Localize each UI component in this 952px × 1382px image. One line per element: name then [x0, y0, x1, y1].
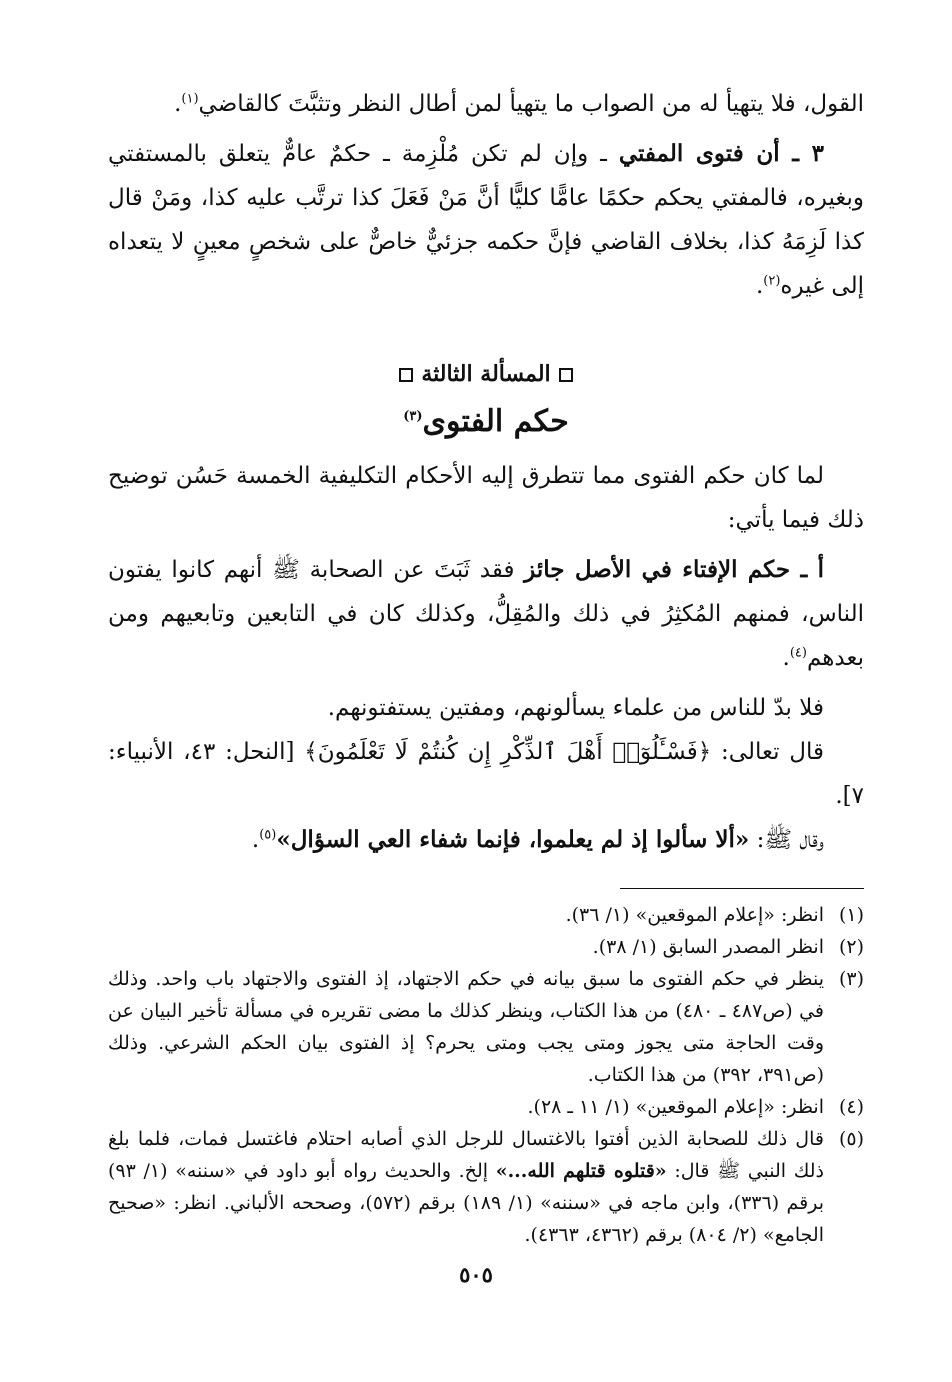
point-a-heading: أ ـ حكم الإفتاء في الأصل جائز	[524, 556, 824, 583]
paragraph-7: وقال ﷺ: «ألا سألوا إذ لم يعلموا، فإنما شفاء العي السؤال»$^{(٥)}$.	[251, 826, 824, 853]
paragraph-1: القول، فلا يتهيأ له من الصواب ما يتهيأ لمن أطال النظر وتثبَّتَ كالقاضي$^{(١)}$.	[174, 91, 864, 117]
section-label: المسألة الثالثة	[108, 354, 864, 394]
footnote-ref-3[interactable]: (٣)	[403, 409, 423, 424]
hadith-quote: «ألا سألوا إذ لم يعلموا، فإنما شفاء العي السؤال»	[276, 826, 750, 853]
paragraph-4: أ ـ حكم الإفتاء في الأصل جائز فقد ثَبَتَ عن الصحابة ﷺ أنهم كانوا يفتون الناس، فمنهم المُكثِرُ في ذلك والمُقِلُّ، وكذلك كان في التابعين وتابعيهم ومن بعدهم$^{(٤)}$.	[108, 556, 864, 671]
footnote-4: (٤) انظر: «إعلام الموقعين» (١/ ١١ ـ ٢٨).	[527, 1096, 864, 1118]
paragraph-3: لما كان حكم الفتوى مما تتطرق إليه الأحكام التكليفية الخمسة حَسُن توضيح ذلك فيما يأتي:	[108, 463, 864, 533]
footnote-divider	[620, 888, 864, 889]
footnote-2: (٢) انظر المصدر السابق (١/ ٣٨).	[592, 936, 864, 958]
page-title: حكم الفتوى$^{(٣)}$	[403, 404, 569, 439]
page-number: ٥٠٥	[459, 1262, 493, 1287]
paragraph-6: قال تعالى: ﴿فَسْـَٔلُوٓا۟ أَهْلَ ٱلذِّكْرِ إِن كُنتُمْ لَا تَعْلَمُونَ﴾ [النحل: ٤٣، الأنبياء: ٧].	[108, 739, 864, 809]
paragraph-2: ٣ ـ أن فتوى المفتي ـ وإن لم تكن مُلْزِمة ـ حكمٌ عامٌّ يتعلق بالمستفتي وبغيره، فالمفتي يحكم حكمًا عامًّا كليًّا أنَّ مَنْ فَعَلَ كذا ترتَّب عليه كذا، ومَنْ قال كذا لَزِمَهُ كذا، بخلاف القاضي فإنَّ حكمه جزئيٌّ خاصٌّ على شخصٍ معينٍ لا يتعداه إلى غيره$^{(٢)}$.	[108, 140, 864, 299]
page-content	[108, 82, 864, 1251]
footnote-1: (١) انظر: «إعلام الموقعين» (١/ ٣٦).	[565, 904, 864, 926]
footnote-ref-5[interactable]: (٥)	[259, 827, 277, 843]
footnote-ref-2[interactable]: (٢)	[763, 273, 781, 289]
footnote-ref-4[interactable]: (٤)	[789, 645, 807, 661]
square-ornament-icon	[559, 368, 573, 382]
footnotes	[108, 899, 864, 1251]
square-ornament-icon	[399, 368, 413, 382]
footnote-5: (٥) قال ذلك للصحابة الذين أفتوا بالاغتسال للرجل الذي أصابه احتلام فاغتسل فمات، فلما بلغ ذلك النبي ﷺ قال: «قتلوه قتلهم الله...» إلخ. والحديث رواه أبو داود في «سننه» (١/ ٩٣) برقم (٣٣٦)، وابن ماجه في «سننه» (١/ ١٨٩) برقم (٥٧٢)، وصححه الألباني. انظر: «صحيح الجامع» (٢/ ٨٠٤) برقم (٤٣٦٢، ٤٣٦٣).	[108, 1128, 864, 1246]
point-3-heading: ٣ ـ أن فتوى المفتي	[618, 140, 824, 167]
footnote-ref-1[interactable]: (١)	[181, 91, 199, 107]
paragraph-5: فلا بدّ للناس من علماء يسألونهم، ومفتين يستفتونهم.	[327, 695, 824, 721]
footnote-3: (٣) ينظر في حكم الفتوى ما سبق بيانه في حكم الاجتهاد، إذ الفتوى والاجتهاد باب واحد. وذلك في (ص٤٨٧ ـ ٤٨٠) من هذا الكتاب، وينظر كذلك ما مضى تقريره في مسألة تأخير البيان عن وقت الحاجة متى يجوز ومتى يجب ومتى يحرم؟ إذ الفتوى بيان الحكم الشرعي. وذلك (ص٣٩١، ٣٩٢) من هذا الكتاب.	[108, 968, 864, 1086]
quran-verse: ﴿فَسْـَٔلُوٓا۟ أَهْلَ ٱلذِّكْرِ إِن كُنتُمْ لَا تَعْلَمُونَ﴾	[304, 739, 712, 765]
